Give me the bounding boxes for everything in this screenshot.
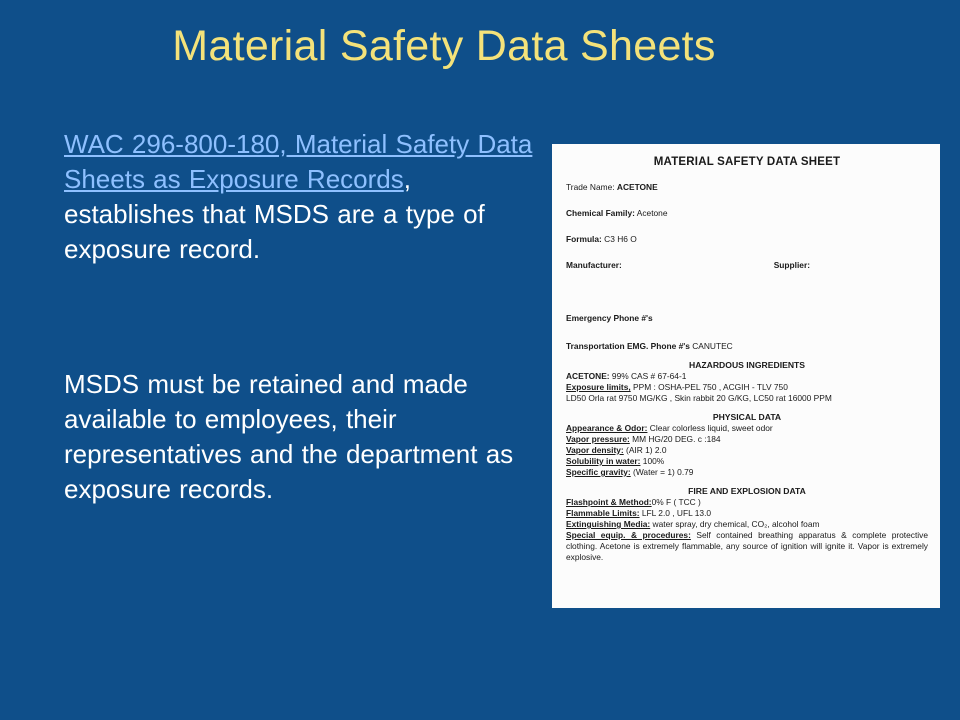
msds-flammable-limits: Flammable Limits: LFL 2.0 , UFL 13.0 (566, 508, 712, 518)
msds-flashpoint: Flashpoint & Method:0% F ( TCC ) (566, 497, 701, 507)
paragraph-retention: MSDS must be retained and made available to employees, their representatives and the department as exposure records. (64, 369, 514, 504)
msds-manufacturer-supplier: Manufacturer: Supplier: (566, 260, 810, 270)
wac-296-800-180-link[interactable]: WAC 296-800-180, Material Safety Data Sheets as Exposure Records (64, 129, 533, 194)
msds-trade-name: Trade Name: ACETONE (566, 182, 658, 192)
paragraph-wac-reference (64, 127, 534, 267)
slide-title: Material Safety Data Sheets (172, 22, 716, 70)
msds-ld50-line: LD50 Orla rat 9750 MG/KG , Skin rabbit 20 G/KG, LC50 rat 16000 PPM (566, 393, 832, 403)
msds-hazardous-heading: HAZARDOUS INGREDIENTS (688, 360, 806, 370)
paragraph-1-text: , establishes that MSDS are a type of exposure record. (64, 164, 485, 264)
msds-transport-phone: Transportation EMG. Phone #'s CANUTEC (566, 341, 733, 351)
msds-vapor-pressure: Vapor pressure: MM HG/20 DEG. c :184 (566, 434, 721, 444)
msds-fire-heading: FIRE AND EXPLOSION DATA (688, 486, 806, 496)
msds-acetone-line: ACETONE: 99% CAS # 67-64-1 (566, 371, 687, 381)
msds-specific-gravity: Specific gravity: (Water = 1) 0.79 (566, 467, 694, 477)
msds-doc-title: MATERIAL SAFETY DATA SHEET (653, 156, 841, 168)
msds-chemical-family: Chemical Family: Acetone (566, 208, 668, 218)
msds-emergency-phone: Emergency Phone #'s (566, 313, 653, 323)
msds-formula: Formula: C3 H6 O (566, 234, 637, 244)
msds-document-image (552, 144, 940, 608)
msds-physical-heading: PHYSICAL DATA (712, 412, 782, 422)
msds-extinguishing-media: Extinguishing Media: water spray, dry chemical, CO₂, alcohol foam (566, 519, 820, 529)
msds-exposure-limits: Exposure limits, PPM : OSHA-PEL 750 , ACGIH - TLV 750 (566, 382, 788, 392)
msds-solubility: Solubility in water: 100% (566, 456, 665, 466)
msds-vapor-density: Vapor density: (AIR 1) 2.0 (566, 445, 667, 455)
msds-appearance: Appearance & Odor: Clear colorless liquid, sweet odor (566, 423, 773, 433)
msds-special-procedures: Special equip. & procedures: Self contained breathing apparatus & complete protective clothing. Acetone is extremely flammable, any source of ignition will ignite it. Vapor is extremely explosive. (566, 530, 929, 562)
